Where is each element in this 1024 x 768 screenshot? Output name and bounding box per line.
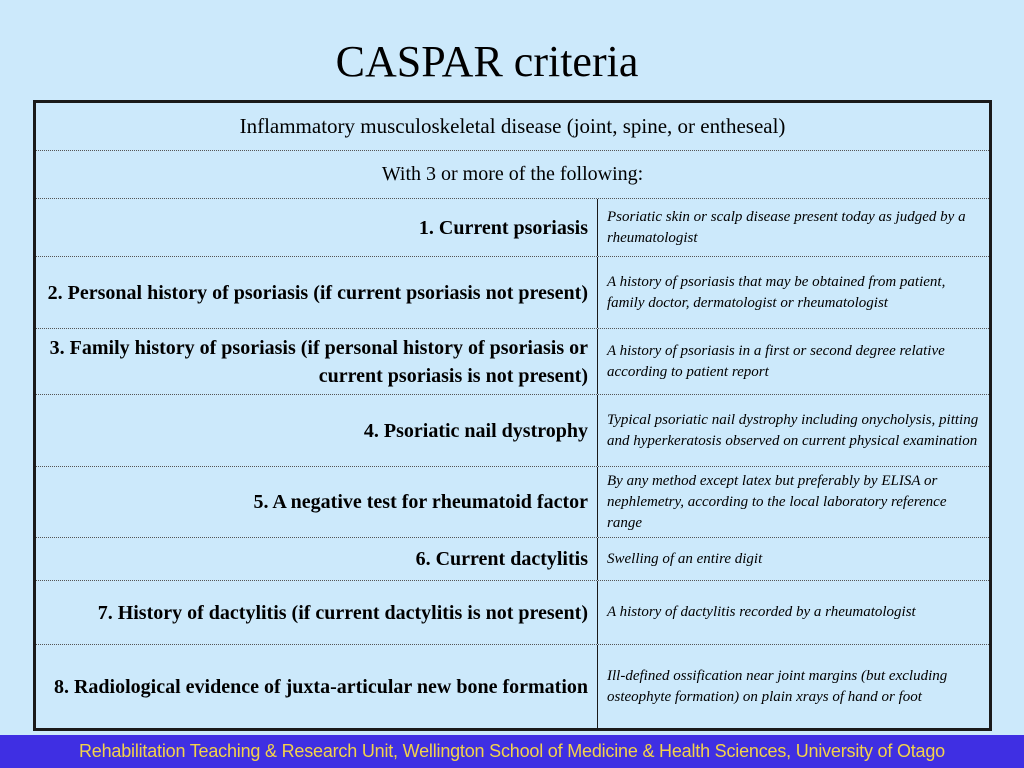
table-header-row xyxy=(36,103,989,151)
header-row-text: Inflammatory musculoskeletal disease (joint, spine, or entheseal) xyxy=(239,114,786,138)
description-cell: Swelling of an entire digit xyxy=(607,550,763,567)
criterion-cell: 5. A negative test for rheumatoid factor xyxy=(36,467,598,537)
description-cell: A history of psoriasis that may be obtained from patient, family doctor, dermatologist or rheumatologist xyxy=(607,273,946,311)
subheader-row-text: With 3 or more of the following: xyxy=(381,163,644,185)
description-cell: Typical psoriatic nail dystrophy including onycholysis, pitting and hyperkeratosis observed on current physical examination xyxy=(607,411,979,449)
table-row xyxy=(36,538,989,581)
table-row xyxy=(36,467,989,538)
criteria-table xyxy=(33,100,992,731)
table-row xyxy=(36,257,989,329)
criterion-cell: 2. Personal history of psoriasis (if current psoriasis not present) xyxy=(36,257,598,328)
footer-text: Rehabilitation Teaching & Research Unit, Wellington School of Medicine & Health Sciences, University of Otago xyxy=(78,741,945,761)
criterion-cell: 8. Radiological evidence of juxta-articular new bone formation xyxy=(36,645,598,728)
criterion-cell: 3. Family history of psoriasis (if personal history of psoriasis or current psoriasis is not present) xyxy=(36,329,598,394)
description-cell: By any method except latex but preferably by ELISA or nephlemetry, according to the local laboratory reference range xyxy=(607,472,947,531)
description-cell: A history of psoriasis in a first or second degree relative according to patient report xyxy=(607,342,945,380)
table-row xyxy=(36,645,989,728)
table-subheader-row xyxy=(36,151,989,199)
criterion-cell: 1. Current psoriasis xyxy=(36,199,598,256)
criterion-cell: 6. Current dactylitis xyxy=(36,538,598,580)
description-cell: A history of dactylitis recorded by a rheumatologist xyxy=(607,604,916,620)
footer-bar xyxy=(0,735,1024,768)
description-cell: Ill-defined ossification near joint margins (but excluding osteophyte formation) on plain xrays of hand or foot xyxy=(607,667,948,705)
slide-title: CASPAR criteria xyxy=(335,37,639,86)
table-row xyxy=(36,329,989,395)
table-row xyxy=(36,199,989,257)
table-row xyxy=(36,581,989,645)
description-cell: Psoriatic skin or scalp disease present today as judged by a rheumatologist xyxy=(607,208,966,246)
table-row xyxy=(36,395,989,467)
criterion-cell: 7. History of dactylitis (if current dactylitis is not present) xyxy=(36,581,598,644)
criterion-cell: 4. Psoriatic nail dystrophy xyxy=(36,395,598,466)
